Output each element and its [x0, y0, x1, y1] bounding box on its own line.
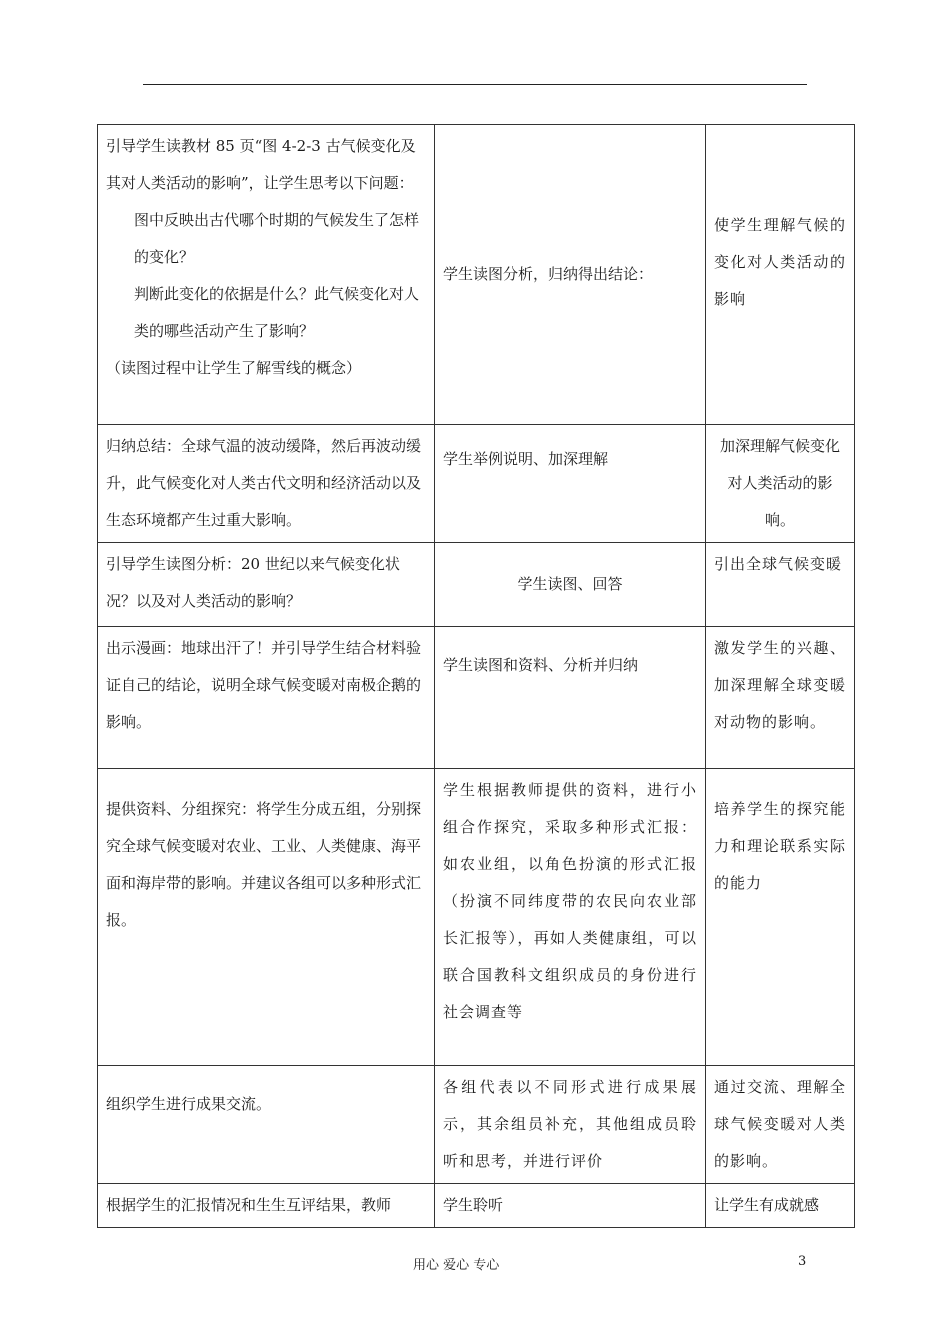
student-activity-cell — [435, 543, 706, 627]
footer-motto: 用心 爱心 专心 — [413, 1258, 500, 1273]
cell-text: 使学生理解气候的变化对人类活动的影响 — [714, 216, 846, 308]
student-activity-cell — [435, 1184, 706, 1228]
table-row — [98, 125, 855, 425]
cell-text: 根据学生的汇报情况和生生互评结果，教师 — [106, 1196, 392, 1214]
lesson-plan-table — [97, 124, 855, 1228]
teacher-activity-cell — [98, 543, 435, 627]
question-1: 图中反映出古代哪个时期的气候发生了怎样的变化？ — [134, 211, 420, 266]
cell-text: 让学生有成就感 — [714, 1196, 820, 1214]
teacher-activity-cell — [98, 1184, 435, 1228]
cell-text: 学生读图、回答 — [517, 575, 623, 593]
teacher-activity-cell — [98, 627, 435, 769]
paragraph: 引导学生读教材 85 页“图 4-2-3 古气候变化及其对人类活动的影响”，让学生思考以下问题： — [106, 137, 416, 192]
cell-text: 组织学生进行成果交流。 — [106, 1095, 272, 1113]
teacher-activity-cell — [98, 769, 435, 1066]
cell-text: 学生聆听 — [443, 1196, 504, 1214]
purpose-cell — [706, 769, 855, 1066]
student-activity-cell — [435, 627, 706, 769]
cell-text: 各组代表以不同形式进行成果展示，其余组员补充，其他组成员聆听和思考，并进行评价 — [443, 1078, 697, 1170]
cell-text: 激发学生的兴趣、加深理解全球变暖对动物的影响。 — [714, 639, 846, 731]
purpose-cell — [706, 1184, 855, 1228]
cell-text: 学生根据教师提供的资料，进行小组合作探究，采取多种形式汇报：如农业组，以角色扮演的形式汇报（扮演不同纬度带的农民向农业部长汇报等），再如人类健康组，可以联合国教科文组织成员的身份进行社会调查等 — [443, 781, 697, 1021]
purpose-cell — [706, 543, 855, 627]
note: （读图过程中让学生了解雪线的概念） — [106, 359, 362, 377]
cell-text: 归纳总结：全球气温的波动缓降，然后再波动缓升，此气候变化对人类古代文明和经济活动以及生态环境都产生过重大影响。 — [106, 437, 422, 529]
cell-text: 引出全球气候变暖 — [714, 555, 843, 573]
cell-text: 通过交流、理解全球气候变暖对人类的影响。 — [714, 1078, 846, 1170]
table-row — [98, 1066, 855, 1184]
teacher-activity-cell — [98, 1066, 435, 1184]
student-activity-cell — [435, 769, 706, 1066]
cell-text: 提供资料、分组探究：将学生分成五组，分别探究全球气候变暖对农业、工业、人类健康、海平面和海岸带的影响。并建议各组可以多种形式汇报。 — [106, 800, 422, 929]
student-activity-cell — [435, 125, 706, 425]
purpose-cell — [706, 1066, 855, 1184]
table-row — [98, 769, 855, 1066]
page-number: 3 — [798, 1254, 807, 1269]
table-row — [98, 543, 855, 627]
cell-text: 培养学生的探究能力和理论联系实际的能力 — [714, 800, 846, 892]
header-rule — [143, 84, 807, 85]
teacher-activity-cell — [98, 425, 435, 543]
cell-text: 出示漫画：地球出汗了！并引导学生结合材料验证自己的结论，说明全球气候变暖对南极企鹅的影响。 — [106, 639, 422, 731]
purpose-cell — [706, 125, 855, 425]
cell-text: 学生举例说明、加深理解 — [443, 450, 609, 468]
table-row — [98, 425, 855, 543]
cell-text: 学生读图分析，归纳得出结论： — [443, 265, 654, 283]
question-2: 判断此变化的依据是什么？此气候变化对人类的哪些活动产生了影响？ — [134, 285, 420, 340]
cell-text: 引导学生读图分析：20 世纪以来气候变化状况？以及对人类活动的影响？ — [106, 555, 400, 610]
table-row — [98, 1184, 855, 1228]
cell-text: 加深理解气候变化对人类活动的影响。 — [719, 437, 840, 529]
purpose-cell — [706, 627, 855, 769]
student-activity-cell — [435, 1066, 706, 1184]
purpose-cell — [706, 425, 855, 543]
teacher-activity-cell — [98, 125, 435, 425]
table-row — [98, 627, 855, 769]
student-activity-cell — [435, 425, 706, 543]
cell-text: 学生读图和资料、分析并归纳 — [443, 656, 639, 674]
